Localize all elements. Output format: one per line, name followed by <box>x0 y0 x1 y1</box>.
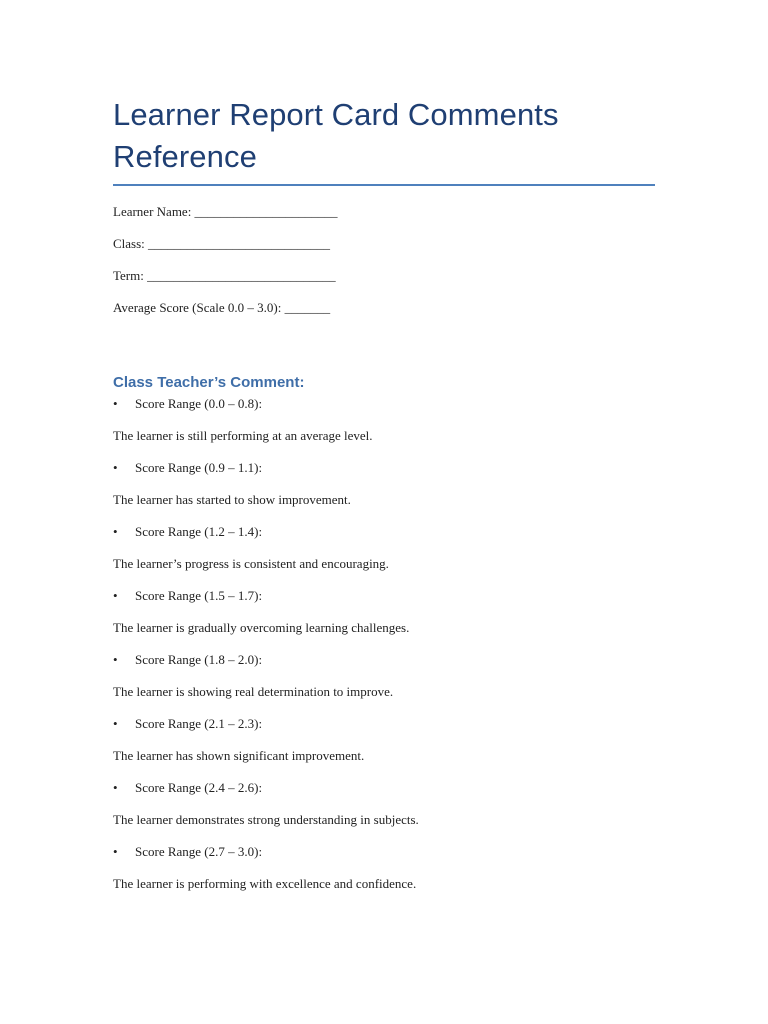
score-range-item <box>113 652 655 700</box>
score-range-item <box>113 588 655 636</box>
score-range-label-row <box>113 396 655 412</box>
bullet-icon: • <box>113 588 118 603</box>
average-score-field: Average Score (Scale 0.0 – 3.0): _______ <box>113 300 331 315</box>
score-range-item <box>113 524 655 572</box>
bullet-icon: • <box>113 524 118 539</box>
score-range-label: Score Range (2.4 – 2.6): <box>135 780 263 795</box>
score-range-comment: The learner is performing with excellence and confidence. <box>113 876 417 891</box>
score-range-comment: The learner demonstrates strong understanding in subjects. <box>113 812 419 827</box>
bullet-icon: • <box>113 780 118 795</box>
score-range-item <box>113 396 655 444</box>
score-range-comment: The learner is showing real determination to improve. <box>113 684 394 699</box>
score-range-label: Score Range (0.0 – 0.8): <box>135 396 263 411</box>
term-field: Term: _____________________________ <box>113 268 336 283</box>
bullet-icon: • <box>113 844 118 859</box>
score-range-label: Score Range (2.7 – 3.0): <box>135 844 263 859</box>
score-range-label-row <box>113 524 655 540</box>
score-range-label-row <box>113 460 655 476</box>
score-range-label-row <box>113 780 655 796</box>
score-range-comment: The learner is still performing at an average level. <box>113 428 373 443</box>
document-title: Learner Report Card Comments Reference <box>113 94 655 186</box>
score-range-label-row <box>113 844 655 860</box>
bullet-icon: • <box>113 460 118 475</box>
score-range-label: Score Range (1.5 – 1.7): <box>135 588 263 603</box>
score-range-list <box>113 396 655 892</box>
bullet-icon: • <box>113 716 118 731</box>
class-field: Class: ____________________________ <box>113 236 331 251</box>
score-range-comment: The learner is gradually overcoming learning challenges. <box>113 620 410 635</box>
score-range-comment: The learner’s progress is consistent and encouraging. <box>113 556 389 571</box>
document-page <box>113 94 655 908</box>
score-range-item <box>113 844 655 892</box>
score-range-comment: The learner has shown significant improvement. <box>113 748 365 763</box>
score-range-label-row <box>113 588 655 604</box>
bullet-icon: • <box>113 396 118 411</box>
score-range-item <box>113 460 655 508</box>
score-range-item <box>113 716 655 764</box>
learner-info-fields <box>113 204 655 316</box>
score-range-label: Score Range (1.2 – 1.4): <box>135 524 263 539</box>
score-range-item <box>113 780 655 828</box>
score-range-comment: The learner has started to show improvement. <box>113 492 351 507</box>
score-range-label: Score Range (0.9 – 1.1): <box>135 460 263 475</box>
score-range-label: Score Range (1.8 – 2.0): <box>135 652 263 667</box>
score-range-label-row <box>113 652 655 668</box>
bullet-icon: • <box>113 652 118 667</box>
score-range-label-row <box>113 716 655 732</box>
score-range-label: Score Range (2.1 – 2.3): <box>135 716 263 731</box>
learner-name-field: Learner Name: ______________________ <box>113 204 338 219</box>
section-heading-class-teacher-comment: Class Teacher’s Comment: <box>113 374 305 391</box>
